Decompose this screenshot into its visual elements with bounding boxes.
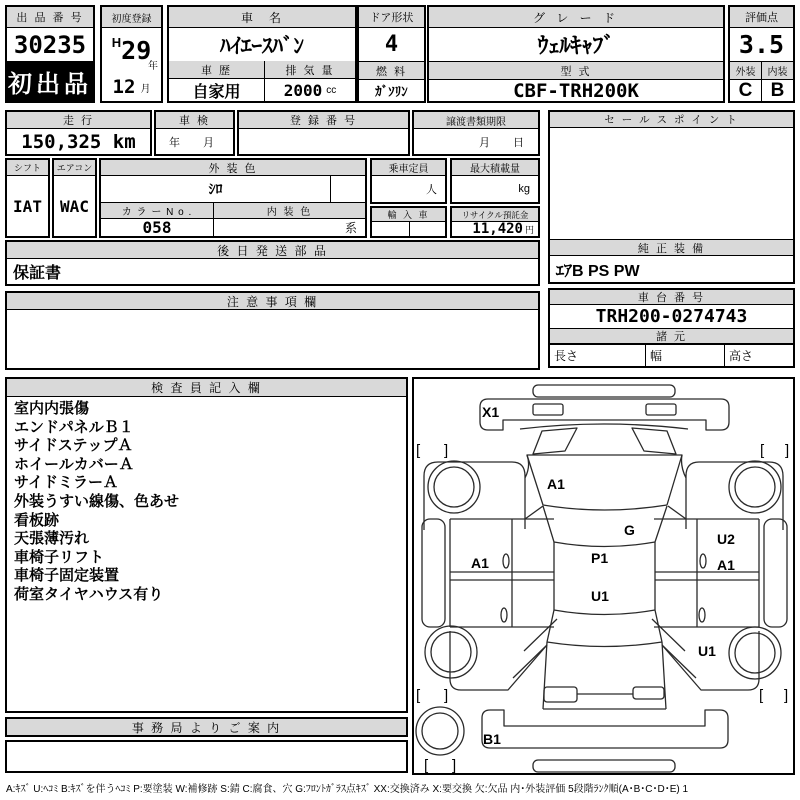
grade-label: グ レ ー ド [429,7,723,28]
displacement-value: 2000 [283,80,323,100]
bracket-open: [ [760,442,765,459]
bracket-close: ] [452,757,457,773]
cowl-line [520,424,688,429]
damage-label-left-a1: A1 [471,555,489,571]
grade-box [427,5,725,103]
car-name-box [167,5,357,103]
quarter-left [450,631,547,690]
max-load-box [450,158,540,204]
rear-bumper [482,710,728,748]
damage-label-x1: X1 [482,404,500,420]
interior-color-label: 内 装 色 [213,203,365,218]
caution-label: 注 意 事 項 欄 [7,293,538,310]
sales-point-box [548,110,795,284]
era-year: 29 [121,36,152,65]
damage-label-glass: G [624,522,635,538]
tire-brackets [416,442,789,773]
roof-rails [450,572,759,580]
imported-cell-2 [410,222,445,236]
exterior-grade-value: C [738,80,753,101]
exterior-color-label: 外 装 色 [101,160,365,176]
front-bumper [480,399,729,430]
oem-equipment-value: ｴｱB PS PW [556,262,640,280]
door-handle [700,554,706,568]
damage-label-right-a1: A1 [717,557,735,573]
lot-number-label: 出 品 番 号 [7,7,93,28]
front-lamp-right [646,404,676,415]
interior-color-value: 系 [213,219,365,236]
imported-box [370,206,447,238]
later-shipping-label: 後 日 発 送 部 品 [7,242,538,259]
spare-tire-rim [422,713,458,749]
wheel-front-left [428,461,480,513]
wheel-rear-left-rim [431,632,471,672]
cowl-band [543,506,667,547]
spare-tire [416,707,464,755]
sill-left [422,519,445,627]
bracket-open: [ [416,442,421,459]
shift-value: IAT [13,196,42,216]
front-roof-strip [533,385,675,397]
fuel-value: ｶﾞｿﾘﾝ [375,84,408,99]
color-no-value: 058 [142,219,172,236]
door-handle [501,608,507,622]
shift-box [5,158,50,238]
caution-box [5,291,540,370]
aircon-box [52,158,97,238]
inspector-box [5,377,408,713]
car-outline [416,385,790,772]
office-notice-box [5,740,408,773]
doors-right [654,519,759,627]
year-unit: 年 [148,61,158,72]
max-load-value: kg [518,183,530,195]
history-label: 車 歴 [169,61,264,79]
chassis-box [548,288,795,368]
capacity-label: 乗車定員 [372,160,445,176]
first-listing-badge: 初出品 [7,61,93,101]
inspector-note: 看板跡 [14,511,60,529]
model-code-label: 型 式 [429,61,723,80]
recycle-value: 11,420 [472,222,523,236]
color-box [99,158,367,238]
month-value: 12 [112,76,136,98]
bracket-close: ] [444,442,449,459]
legend-footer: A:ｷｽﾞ U:ﾍｺﾐ B:ｷｽﾞを伴うﾍｺﾐ P:要塗装 W:補修跡 S:錆 C:腐食、穴 G:ﾌﾛﾝﾄｶﾞﾗｽ点ｷｽﾞ XX:交換済み X:要交換 欠:欠品 内･外装評価 5段階ﾗﾝｸ順(A･B･C･D･E) 1 [6,784,689,795]
inspector-label: 検 査 員 記 入 欄 [7,379,406,397]
later-shipping-value: 保証書 [13,265,62,282]
first-registration-box [100,5,163,103]
aircon-value: WAC [60,196,89,216]
inspector-note: 室内内張傷 [14,400,90,417]
sales-point-value [550,128,793,239]
lot-number-box [5,5,95,103]
inspector-note: サイドステップＡ [14,437,133,455]
chassis-label: 車 台 番 号 [550,290,793,305]
mileage-value: 150,325 km [21,130,136,153]
lot-number-value: 30235 [13,30,87,59]
wheel-rear-right [729,627,781,679]
damage-label-roof-p1: P1 [591,550,609,566]
exterior-grade-label: 外装 [730,62,761,79]
score-value: 3.5 [738,30,785,59]
wheel-front-right-rim [735,467,775,507]
inspector-note: 外装うすい線傷、色あせ [14,492,180,510]
recycle-unit: 円 [524,224,534,235]
wheel-rear-left [425,626,477,678]
registration-no-value [239,129,408,154]
office-notice-label: 事 務 局 よ り ご 案 内 [5,717,408,737]
color-no-label: カ ラ ー N o . [101,203,213,218]
inspection-box [154,110,235,156]
damage-label-right-u2: U2 [717,531,735,547]
inspector-note: 車椅子固定装置 [14,567,120,585]
caution-value [7,310,538,368]
later-shipping-box [5,240,540,286]
registration-no-label: 登 録 番 号 [239,112,408,129]
sill-right [764,519,787,627]
transfer-deadline-box [412,110,540,156]
month-unit: 月 [140,83,151,95]
fuel-label: 燃 料 [359,61,424,80]
damage-label-b1: B1 [483,731,501,747]
rear-plate [544,687,577,702]
first-registration-year [102,28,161,73]
inspector-note: 車椅子リフト [14,548,105,566]
history-cell [169,61,264,101]
office-notice-value [7,742,406,771]
recycle-label: リサイクル預託金 [452,208,538,222]
wheel-front-left-rim [434,467,474,507]
displacement-label: 排 気 量 [265,61,355,79]
inspector-note: 天張薄汚れ [14,530,90,548]
aircon-label: エアコン [54,160,95,176]
oem-equipment-label: 純 正 装 備 [550,239,793,256]
score-box [728,5,795,103]
bracket-close: ] [444,687,449,704]
displacement-unit: cc [326,84,337,96]
model-code-value: CBF-TRH200K [513,80,639,101]
car-diagram [414,379,793,773]
wiper-left [533,428,577,454]
recycle-box [450,206,540,238]
quarter-creases [513,619,696,678]
doors-label: ドア形状 [359,7,424,28]
damage-label-roof-u1: U1 [591,588,609,604]
doors-box [357,5,426,103]
transfer-deadline-value: 月 日 [479,136,530,149]
spec-height-label: 高さ [729,349,754,363]
shift-label: シフト [7,160,48,176]
bracket-close: ] [784,687,789,704]
wheel-front-right [729,461,781,513]
mileage-box [5,110,152,156]
interior-grade-value: B [761,80,793,101]
spec-length-label: 長さ [550,345,646,366]
score-label: 評価点 [730,7,793,28]
sales-point-label: セ ー ル ス ポ イ ン ト [550,112,793,128]
inspector-note: サイドミラーＡ [14,474,118,492]
era-letter: H [111,35,122,50]
inspector-note: ホイールカバーＡ [14,455,134,473]
car-name-label: 車 名 [169,7,355,28]
bracket-open: [ [416,687,421,704]
imported-label: 輸 入 車 [372,208,445,222]
registration-no-box [237,110,410,156]
displacement-value-wrap [265,79,355,101]
bracket-open: [ [759,687,764,704]
recycle-value-wrap [452,222,538,236]
bracket-close: ] [785,442,790,459]
front-lamp-left [533,404,563,415]
exterior-color-extra-cell [330,176,365,202]
damage-label-rear-u1: U1 [698,643,716,659]
interior-grade-label: 内装 [761,62,793,79]
exterior-color-value: ｼﾛ [208,181,223,197]
rear-handle [633,687,664,699]
bracket-open: [ [424,757,429,773]
inspector-notes [7,397,406,711]
history-value: 自家用 [192,83,241,101]
rear-glass [547,610,662,647]
spec-width-label: 幅 [646,345,725,366]
first-registration-month [102,73,161,101]
car-name-value: ﾊｲｴｰｽﾊﾞﾝ [220,34,304,58]
mileage-label: 走 行 [7,112,150,129]
inspection-value: 年 月 [169,136,220,149]
chassis-value: TRH200-0274743 [595,306,748,327]
transfer-deadline-label: 譲渡書類期限 [414,112,538,129]
damage-label-windshield: A1 [547,476,565,492]
displacement-cell [264,61,355,101]
first-registration-label: 初度登録 [102,7,161,28]
damage-diagram-box [412,377,795,775]
door-handle [699,608,705,622]
inspection-label: 車 検 [156,112,233,129]
grade-value: ｳｪﾙｷｬﾌﾞ [537,33,615,58]
rear-roof-strip [533,760,675,772]
capacity-value: 人 [426,184,437,196]
door-handle [503,554,509,568]
max-load-label: 最大積載量 [452,160,538,176]
capacity-box [370,158,447,204]
doors-value: 4 [384,32,399,57]
wheel-rear-right-rim [735,633,775,673]
wiper-right [632,428,676,454]
quarter-right [662,631,759,690]
specs-label: 諸 元 [550,328,793,344]
inspector-note: エンドパネルＢ１ [14,418,134,436]
imported-cell-1 [372,222,410,236]
inspector-note: 荷室タイヤハウス有り [14,585,164,603]
